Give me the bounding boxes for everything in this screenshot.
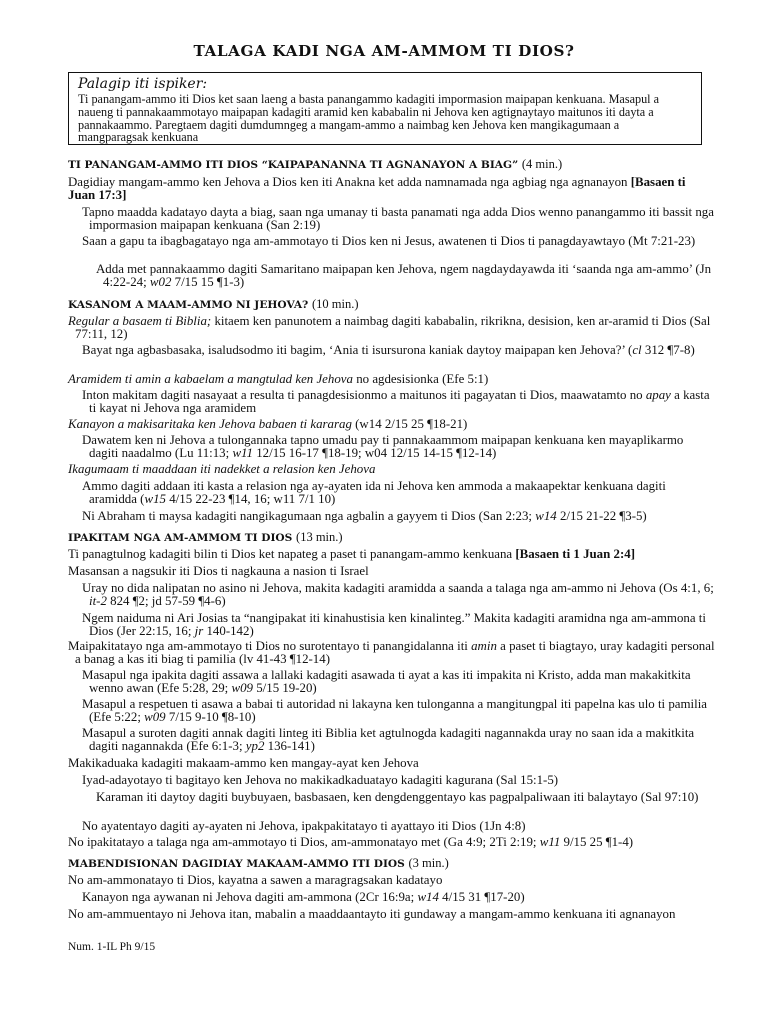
text-run: 136-141) <box>267 739 315 754</box>
text-run: cl <box>632 343 642 357</box>
text-run: 4/15 22-23 ¶14, 16; w11 7/1 10) <box>169 492 336 507</box>
outline-subpoint <box>82 774 714 787</box>
text-run: w14 <box>535 509 557 523</box>
outline-point <box>68 757 713 770</box>
text-run: Uray no dida nalipatan no asino ni Jehova, makita kadagiti aramidda a saanda a talaga nga am-ammo ni Jehova (Os 4:1, 6; <box>82 581 714 595</box>
text-run: Kanayon a makisaritaka ken Jehova babaen ti kararag <box>68 417 352 431</box>
text-run: w11 <box>539 835 561 849</box>
text-run: jr <box>194 624 204 639</box>
text-run: Aramidem ti amin a kabaelam a mangtulad ken Jehova <box>68 372 353 386</box>
text-run: No am-ammonatayo ti Dios, kayatna a sawen a maragragsakan kadatayo <box>68 873 443 887</box>
outline-subsubpoint <box>96 263 714 290</box>
text-run: Ti panagtulnog kadagiti bilin ti Dios ket napateg a paset ti panangam-ammo kenkuana <box>68 547 513 561</box>
text-run: No ipakitatayo a talaga nga am-ammotayo ti Dios, am-ammonatayo met (Ga 4:9; 2Ti 2:19; <box>68 835 537 849</box>
text-run: Masapul a suroten dagiti annak dagiti linteg iti Biblia ket agtulnogda kadagiti nagannakda uray no saan ida a makitkita dagiti nagannakda (Efe 6:1-3; <box>82 726 695 754</box>
text-run: Maipakitatayo nga am-ammotayo ti Dios no surotentayo ti panangidalanna iti <box>68 639 468 653</box>
outline-subpoint <box>82 698 714 725</box>
outline-subpoint <box>82 612 714 639</box>
outline-subpoint <box>82 434 714 461</box>
outline-point <box>68 463 720 476</box>
section-heading-2 <box>68 297 713 313</box>
text-run: Saan a gapu ta ibagbagatayo nga am-ammotayo ti Dios ken ni Jesus, awatenen ti Dios ti panagdayawtayo (Mt 7:21-23) <box>82 234 696 248</box>
outline-subpoint <box>82 582 714 609</box>
text-run: No ayatentayo dagiti ay-ayaten ni Jehova, ipakpakitatayo ti ayattayo iti Dios (1Jn 4:8) <box>82 819 526 833</box>
text-run: w09 <box>231 681 253 696</box>
footer-code: Num. 1-IL Ph 9/15 <box>68 941 156 953</box>
outline-point <box>68 565 713 578</box>
text-run: yp2 <box>245 739 265 754</box>
outline-subpoint <box>82 344 714 357</box>
text-run: [Basaen ti Juan 17:3] <box>68 175 686 203</box>
text-run: Karaman iti daytoy dagiti buybuyaen, basbasaen, ken dengdenggentayo kas pagpalpaliwaan iti balaytayo (Sal 97:10) <box>96 790 699 804</box>
text-run: Tapno maadda kadatayo dayta a biag, saan nga umanay ti basta panamati nga adda Dios wenno panangammo iti bassit nga impormasion maipapan kenkuana (San 2:19) <box>82 205 714 233</box>
text-run: Ikagumaam ti maaddaan iti nadekket a relasion ken Jehova <box>68 462 376 476</box>
text-run: Masapul nga ipakita dagiti assawa a lallaki kadagiti asawada ti ayat a kas iti impakita ni Kristo, adda man makakitkita wenno awan (Efe 5:28, 29; <box>82 668 691 696</box>
speaker-note-box <box>68 72 702 145</box>
outline-subsubpoint <box>96 791 714 804</box>
section-title: TI PANANGAM-AMMO ITI DIOS “KAIPAPANANNA TI AGNANAYON A BIAG” <box>68 159 519 171</box>
text-run: Makikaduaka kadagiti makaam-ammo ken mangay-ayat ken Jehova <box>68 756 419 770</box>
text-run: 9/15 25 ¶1-4) <box>563 835 634 849</box>
section-title: KASANOM A MAAM-AMMO NI JEHOVA? <box>68 299 309 311</box>
text-run: w11 <box>232 446 253 461</box>
text-run: 5/15 19-20) <box>256 681 317 696</box>
outline-point <box>68 548 713 561</box>
text-run: w15 <box>144 492 166 507</box>
outline-point <box>68 176 713 203</box>
text-run: kitaem ken panunotem a naimbag dagiti kababalin, rikrikna, desision, ken ar-aramid ti Dios (Sal 77:11, 12) <box>75 314 711 342</box>
section-heading-3 <box>68 530 713 546</box>
outline-point <box>68 908 720 921</box>
section-title: MABENDISIONAN DAGIDIAY MAKAAM-AMMO ITI DIOS <box>68 858 405 870</box>
text-run: 2/15 21-22 ¶3-5) <box>559 509 647 523</box>
text-run: 12/15 16-17 ¶18-19; w04 12/15 14-15 ¶12-14) <box>256 446 497 461</box>
outline-point <box>68 418 720 431</box>
outline-subpoint <box>82 891 707 904</box>
speaker-note-body: Ti panangam-ammo iti Dios ket saan laeng a basta panangammo kadagiti impormasion maipapan kenkuana. Masapul a naueng ti pannakaammotayo maipapan kadagiti aramid ken kababalin ni Jehova ken agtignaytayo maitunos iti dayta a pannakaammo. Paregtaem dagiti dumdumngeg a mangam-ammo a naimbag ken Jehova ken mangikagumaan a mangparagsak kenkuana <box>78 92 660 145</box>
text-run: Inton makitam dagiti nasayaat a resulta ti panagdesisionmo a maitunos iti pagayatan ti Dios, maawatamto no <box>82 388 643 402</box>
text-run: w14 <box>417 890 439 904</box>
section-title: IPAKITAM NGA AM-AMMOM TI DIOS <box>68 532 293 544</box>
text-run: 312 ¶7-8) <box>644 343 695 357</box>
section-duration: (4 min.) <box>521 157 563 171</box>
text-run: 140-142) <box>206 624 254 639</box>
outline-subpoint <box>82 389 714 416</box>
text-run: 7/15 15 ¶1-3) <box>174 275 245 290</box>
outline-subpoint <box>82 206 714 233</box>
section-heading-4 <box>68 856 713 872</box>
outline-point <box>68 874 713 887</box>
outline-point <box>68 836 713 849</box>
section-heading-1 <box>68 157 713 173</box>
text-run: Masansan a nagsukir iti Dios ti nagkauna a nasion ti Israel <box>68 564 369 578</box>
outline-subpoint <box>82 510 714 523</box>
text-run: [Basaen ti 1 Juan 2:4] <box>515 547 635 561</box>
text-run: it-2 <box>89 594 107 609</box>
outline-subpoint <box>82 727 714 754</box>
text-run: w02 <box>149 275 172 290</box>
section-duration: (10 min.) <box>311 297 359 311</box>
page-title: TALAGA KADI NGA AM-AMMOM TI DIOS? <box>193 42 575 60</box>
speaker-note-heading: Palagip iti ispiker: <box>78 76 208 92</box>
text-run: apay <box>645 388 671 402</box>
text-run: Ngem naiduma ni Ari Josias ta “nangipakat iti kinahustisia ken kinalinteg.” Makita kadagiti aramidna nga am-ammona ti Dios (Jer 22:15, 16; <box>82 611 706 639</box>
text-run: Kanayon nga aywanan ni Jehova dagiti am-ammona (2Cr 16:9a; <box>82 890 415 904</box>
text-run: Ni Abraham ti maysa kadagiti nangikagumaan nga agbalin a gayyem ti Dios (San 2:23; <box>82 509 532 523</box>
section-duration: (13 min.) <box>296 530 343 544</box>
outline-subpoint <box>82 480 714 507</box>
outline-subpoint <box>82 669 714 696</box>
text-run: Masapul a respetuen ti asawa a babai ti autoridad ni lakayna ken tulonganna a mangitungpal iti papelna kas ulo ti pamilia (Efe 5:22; <box>82 697 708 725</box>
text-run: Adda met pannakaammo dagiti Samaritano maipapan ken Jehova, ngem nagdaydayawda iti ‘saanda nga am-ammo’ (Jn 4:22-24; <box>96 262 712 290</box>
outline-point <box>68 315 720 342</box>
text-run: (w14 2/15 25 ¶18-21) <box>355 417 468 431</box>
outline-subpoint <box>82 235 714 248</box>
text-run: Dagidiay mangam-ammo ken Jehova a Dios ken iti Anakna ket adda namnamada nga agbiag nga agnanayon <box>68 175 628 189</box>
text-run: Iyad-adayotayo ti bagitayo ken Jehova no makikadkaduatayo kadagiti kagurana (Sal 15:1-5) <box>82 773 559 787</box>
text-run: 4/15 31 ¶17-20) <box>442 890 525 904</box>
text-run: Dawatem ken ni Jehova a tulongannaka tapno umadu pay ti pannakaammom maipapan kenkuana ken mayaplikarmo dagiti naadalmo (Lu 11:13; <box>82 433 684 461</box>
outline-point <box>68 373 720 386</box>
text-run: a kasta ti kayat ni Jehova nga aramidem <box>89 388 710 416</box>
text-run: Ammo dagiti addaan iti kasta a relasion nga ay-ayaten ida ni Jehova ken ammoda a makaapektar kenkuana dagiti aramidda ( <box>82 479 666 507</box>
text-run: No am-ammuentayo ni Jehova itan, mabalin a maaddaantayto iti gundaway a mangam-ammo kenkuana iti agnanayon <box>68 907 676 921</box>
text-run: 7/15 9-10 ¶8-10) <box>168 710 256 725</box>
text-run: Regular a basaem ti Biblia; <box>68 314 212 328</box>
text-run: 824 ¶2; jd 57-59 ¶4-6) <box>110 594 226 609</box>
section-duration: (3 min.) <box>408 856 449 870</box>
text-run: amin <box>471 639 497 653</box>
text-run: w09 <box>144 710 166 725</box>
text-run: no agdesisionka (Efe 5:1) <box>356 372 489 386</box>
text-run: Bayat nga agbasbasaka, isaludsodmo iti bagim, ‘Ania ti isursurona kaniak daytoy maipapan ken Jehova?’ ( <box>82 343 633 357</box>
outline-subpoint <box>82 820 707 833</box>
outline-point <box>68 640 720 667</box>
text-run: a paset ti biagtayo, uray kadagiti personal a banag a kas iti biag ti pamilia (lv 41-43 ¶12-14) <box>75 639 715 667</box>
